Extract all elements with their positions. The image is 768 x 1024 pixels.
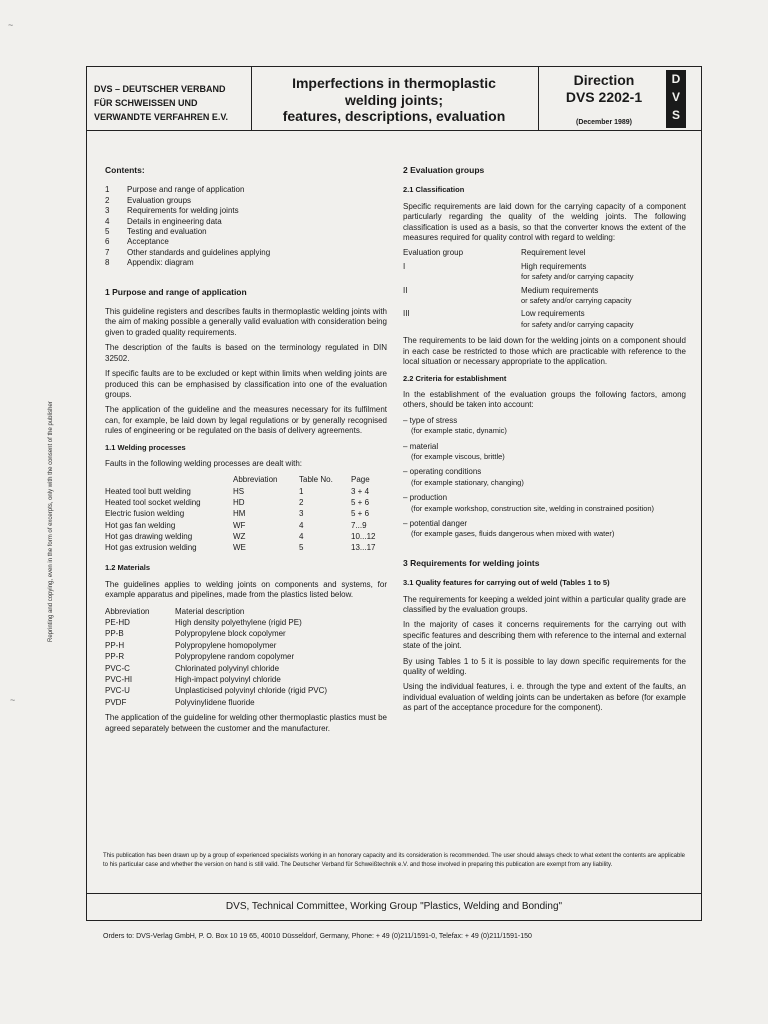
section-1-1-heading: 1.1 Welding processes (105, 442, 186, 452)
materials-table (105, 606, 387, 709)
orders-line: Orders to: DVS-Verlag GmbH, P. O. Box 10 19 65, 40010 Düsseldorf, Germany, Phone: + 49 (0)211/1591-0, Telefax: + 49 (0)211/1591-150 (103, 933, 532, 940)
list-item: – type of stress (for example static, dynamic) (403, 415, 507, 436)
table-row: Heated tool socket welding HD 2 5 + 6 (105, 497, 370, 507)
table-row: PP-H Polypropylene homopolymer (105, 640, 277, 650)
list-item: – operating conditions (for example stationary, changing) (403, 467, 524, 487)
paragraph: Faults in the following welding processes are dealt with: (105, 458, 302, 468)
section-3-heading: 3 Requirements for welding joints (403, 557, 540, 568)
contents-item: 7 Other standards and guidelines applying (105, 247, 271, 257)
table-row: I High requirements for safety and/or carrying capacity (403, 261, 634, 282)
contents-item: 6 Acceptance (105, 237, 169, 247)
paragraph: In the majority of cases it concerns requirements for the carrying out with specific features and describing them with reference to the internal and external state of the joint. (403, 620, 686, 651)
header-divider (86, 130, 702, 131)
table-header-row: Abbreviation Material description (105, 606, 245, 616)
title-line: Imperfections in thermoplastic (292, 75, 496, 91)
table-header-row: Abbreviation Table No. Page (233, 475, 370, 485)
header-divider (251, 66, 252, 130)
scan-mark: ~ (10, 695, 16, 705)
section-1-heading: 1 Purpose and range of application (105, 286, 247, 297)
section-2-1-heading: 2.1 Classification (403, 185, 465, 195)
org-line: FÜR SCHWEISSEN UND (94, 98, 198, 108)
contents-item: 3 Requirements for welding joints (105, 206, 239, 216)
table-row: PVC-C Chlorinated polyvinyl chloride (105, 663, 280, 673)
section-1-2-heading: 1.2 Materials (105, 563, 151, 573)
title-line: features, descriptions, evaluation (282, 108, 506, 124)
welding-process-table (105, 474, 387, 553)
table-row: Hot gas extrusion welding WE 5 13...17 (105, 543, 376, 553)
contents-item: 5 Testing and evaluation (105, 227, 207, 237)
copyright-side-note: Reprinting and copying, even in the form of excerpts, only with the consent of the publisher (48, 401, 54, 642)
table-row: PE-HD High density polyethylene (rigid PE) (105, 618, 302, 628)
organization-name (94, 82, 246, 124)
document-title (256, 75, 532, 125)
list-item: – potential danger (for example gases, fluids dangerous when mixed with water) (403, 518, 615, 539)
table-row: PVC-U Unplasticised polyvinyl chloride (rigid PVC) (105, 686, 328, 696)
paragraph: Using the individual features, i. e. through the type and extent of the faults, an individual evaluation of welding joints can be undertaken as before (for example as part of the acceptance procedure for the component). (403, 682, 686, 713)
table-row: PVDF Polyvinylidene fluoride (105, 697, 255, 707)
contents-list (105, 185, 387, 268)
contents-item: 2 Evaluation groups (105, 195, 192, 205)
criteria-list (403, 416, 686, 540)
committee-line: DVS, Technical Committee, Working Group "Plastics, Welding and Bonding" (225, 901, 563, 912)
org-line: VERWANDTE VERFAHREN E.V. (94, 112, 229, 122)
table-row: Hot gas drawing welding WZ 4 10...12 (105, 531, 376, 541)
dvs-logo: D V S (666, 70, 686, 128)
contents-item: 8 Appendix: diagram (105, 258, 194, 268)
paragraph: The requirements to be laid down for the welding joints on a component should in each case be restricted to those which are practicable with reference to the local situation or necessary appropriate to the application. (403, 336, 686, 367)
paragraph: This guideline registers and describes faults in thermoplastic welding joints with the aim of making possible a generally valid evaluation with consideration being given to graded quality requirements. (105, 307, 387, 337)
table-row: III Low requirements for safety and/or carrying capacity (403, 309, 634, 329)
list-item: – material (for example viscous, brittle) (403, 441, 505, 461)
document-date: (December 1989) (575, 119, 633, 126)
org-line: DVS – DEUTSCHER VERBAND (94, 84, 226, 94)
title-line: welding joints; (345, 91, 443, 108)
table-row: Hot gas fan welding WF 4 7...9 (105, 520, 367, 530)
contents-item: 1 Purpose and range of application (105, 185, 245, 195)
paragraph: In the establishment of the evaluation groups the following factors, among others, should be taken into account: (403, 389, 686, 410)
paragraph: The guidelines applies to welding joints on components and systems, for example apparatus and pipelines, made from the plastics listed below. (105, 579, 387, 600)
contents-item: 4 Details in engineering data (105, 216, 222, 226)
table-header-row: Evaluation group Requirement level (403, 248, 586, 258)
header-divider (538, 66, 539, 130)
liability-footnote: This publication has been drawn up by a group of experienced specialists working in an honorary capacity and its consideration is recommended. The user should always check to what extent the contents are applicable to his particular case and whether the version on hand is still valid. The Deutscher Verband für Schweißtechnik e.V. and those involved in preparing this publication are exempt from any liability. (103, 853, 685, 868)
table-row: Electric fusion welding HM 3 5 + 6 (105, 509, 370, 519)
table-row: PP-R Polypropylene random copolymer (105, 652, 295, 662)
table-row: PVC-HI High-impact polyvinyl chloride (105, 675, 281, 685)
table-row: PP-B Polypropylene block copolymer (105, 629, 286, 639)
section-2-heading: 2 Evaluation groups (403, 165, 485, 175)
paragraph: By using Tables 1 to 5 it is possible to lay down specific requirements for the quality of welding. (403, 656, 686, 677)
left-column (105, 165, 387, 739)
table-row: Heated tool butt welding HS 1 3 + 4 (105, 486, 370, 496)
paragraph: The description of the faults is based on the terminology regulated in DIN 32502. (105, 343, 387, 363)
evaluation-group-table (403, 248, 686, 330)
paragraph: If specific faults are to be excluded or kept within limits when welding joints are produced this can be emphasised by classification into one of the evaluation groups. (105, 369, 387, 399)
paragraph: Specific requirements are laid down for the carrying capacity of a component particularly regarding the quality of the welding joints. The following classification is used as a basis, so that the converter knows the extent of the measures required for quality control with regard to welding: (403, 201, 686, 243)
section-2-2-heading: 2.2 Criteria for establishment (403, 373, 507, 383)
contents-heading: Contents: (105, 165, 145, 175)
list-item: – production (for example workshop, construction site, welding in constrained position) (403, 493, 655, 513)
table-row: II Medium requirements or safety and/or carrying capacity (403, 285, 632, 306)
scan-mark: ~ (8, 20, 14, 30)
section-3-1-heading: 3.1 Quality features for carrying out of weld (Tables 1 to 5) (403, 578, 610, 588)
direction-label: Direction (573, 72, 635, 88)
paragraph: The requirements for keeping a welded joint within a particular quality grade are classified by the evaluation groups. (403, 594, 686, 614)
right-column (403, 165, 686, 719)
paragraph: The application of the guideline for welding other thermoplastic plastics must be agreed separately between the customer and the manufacturer. (105, 713, 387, 733)
footer-divider (86, 893, 702, 894)
paragraph: The application of the guideline and the measures necessary for its fulfilment can, for example, be laid down by legal regulations or by generally recognised rules of engineering or be regulated on the basis of delivery agreements. (105, 405, 387, 436)
direction-number: DVS 2202-1 (565, 89, 643, 105)
